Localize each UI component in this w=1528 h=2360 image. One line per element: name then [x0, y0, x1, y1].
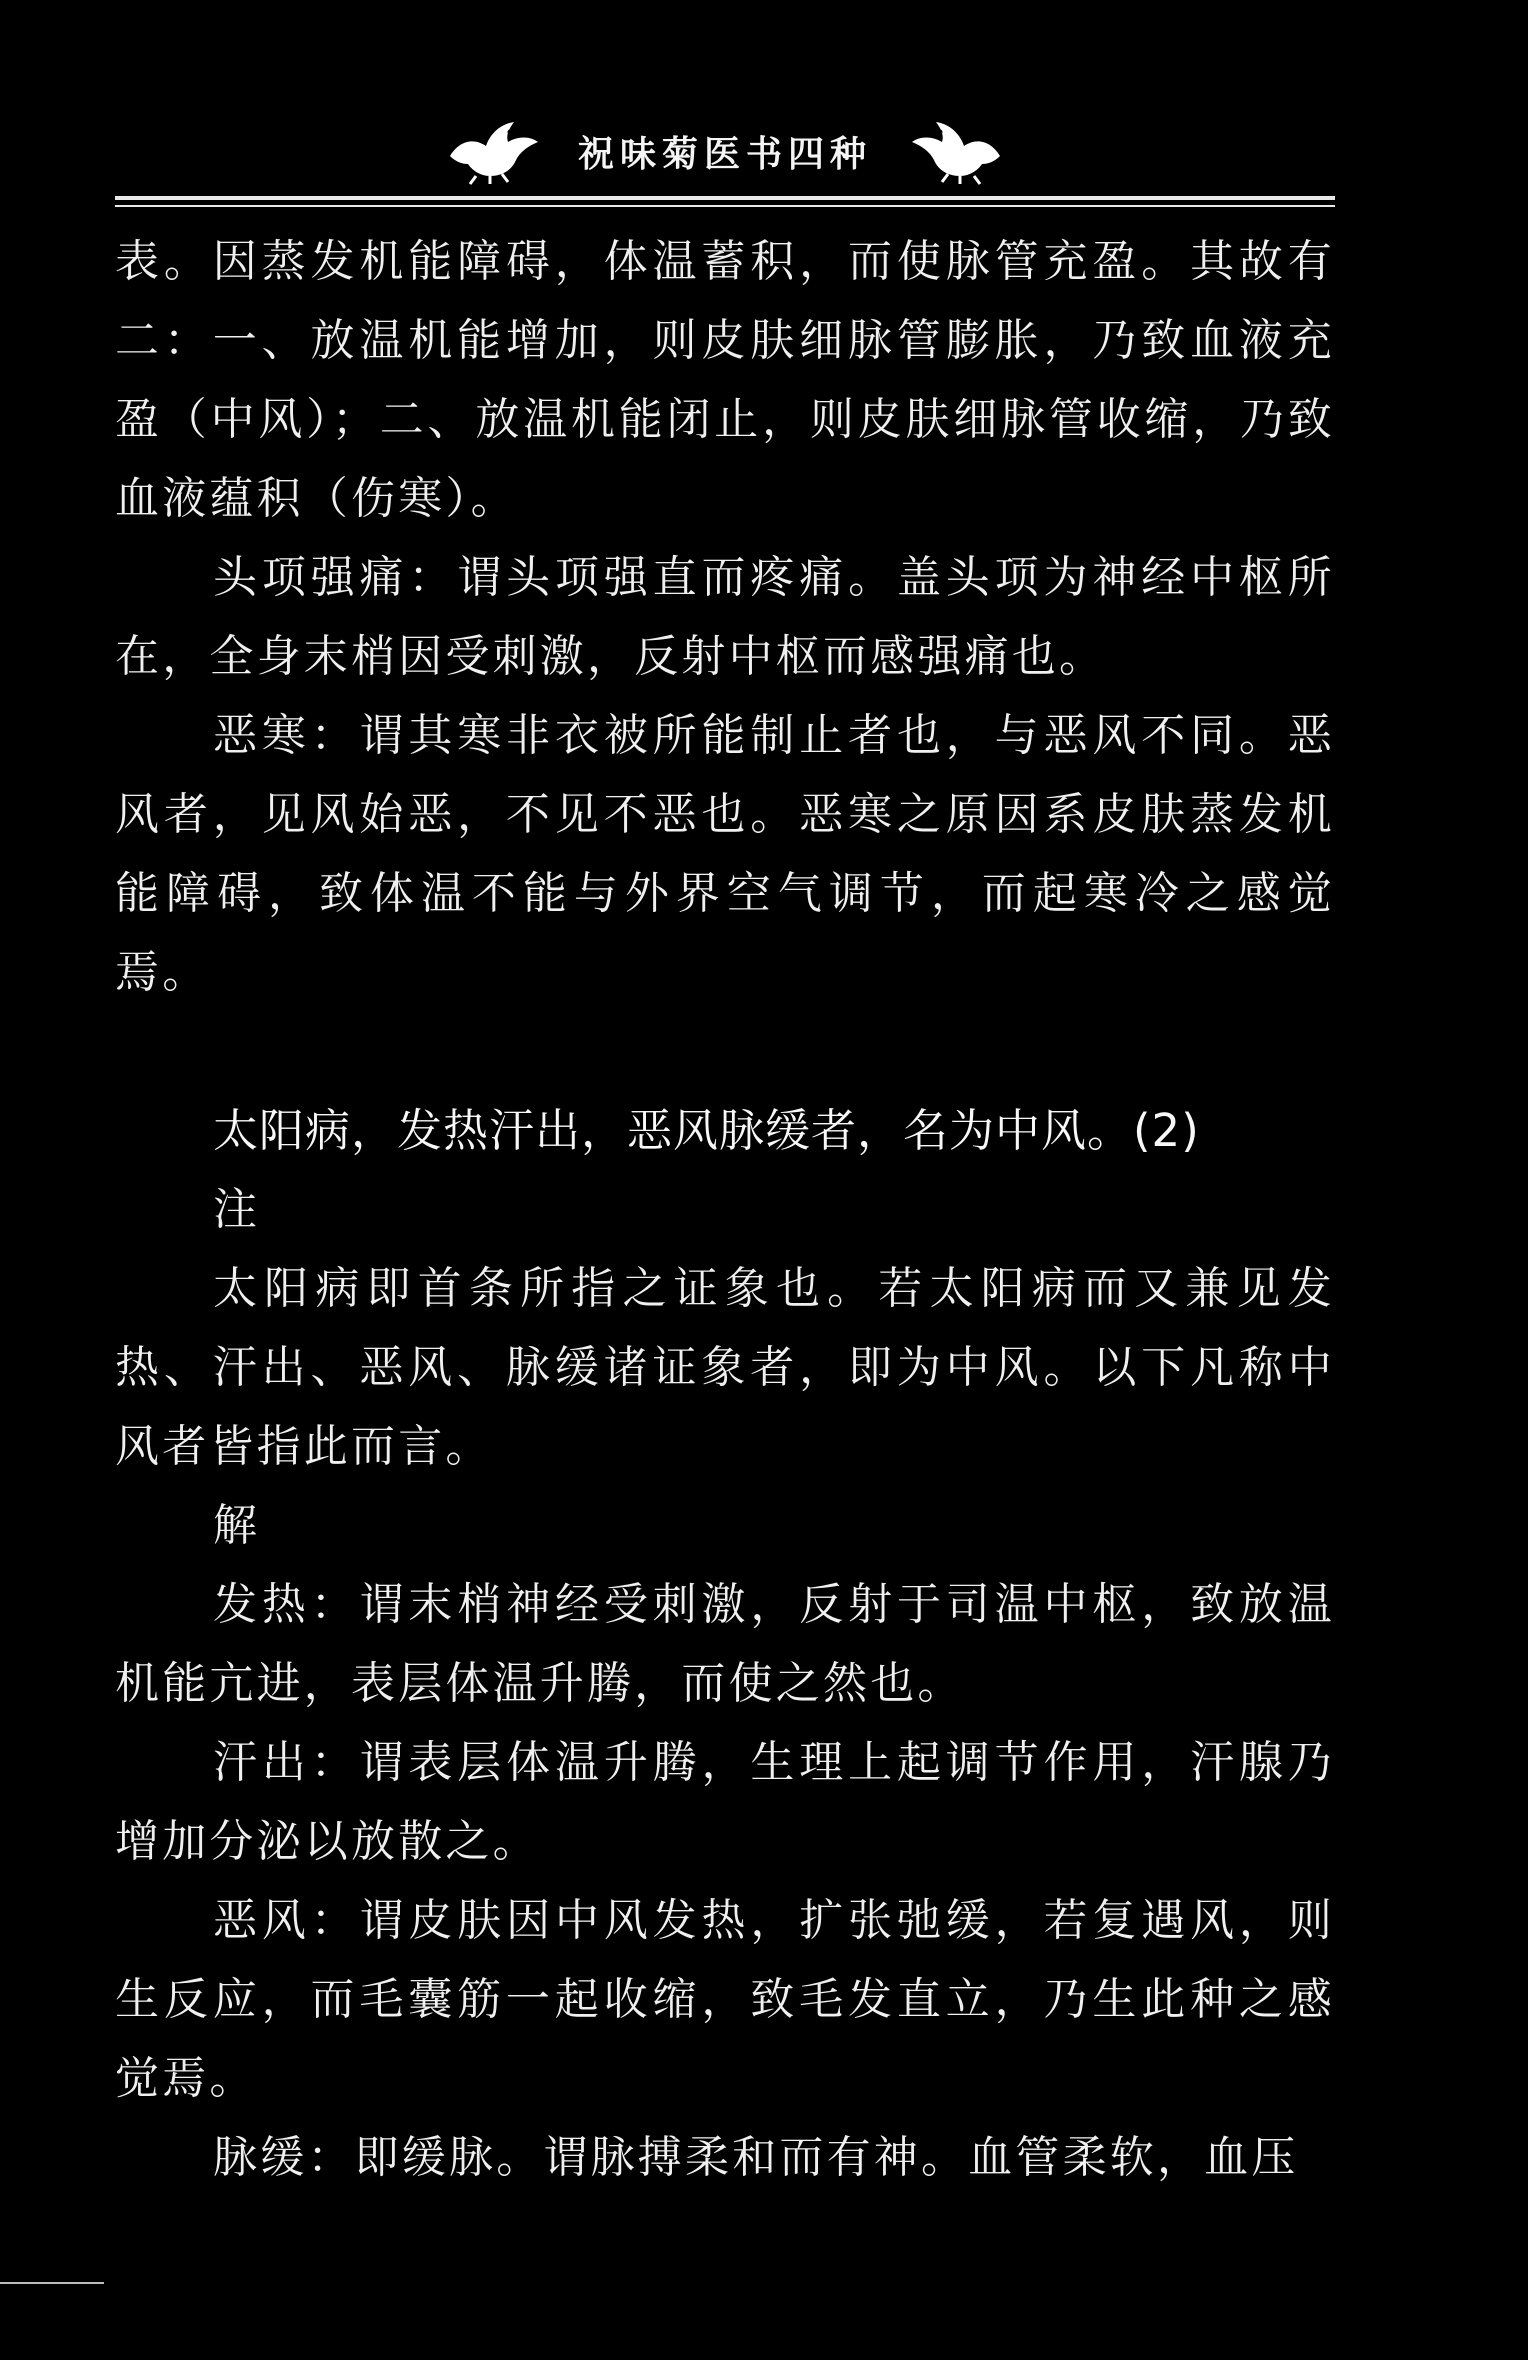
- footer-rule: [0, 2282, 104, 2284]
- header-title: 祝味菊医书四种: [577, 132, 872, 175]
- note-heading: 注: [213, 1184, 257, 1235]
- explain-heading: 解: [213, 1500, 257, 1551]
- bird-ornament-right-icon: [908, 116, 1004, 186]
- clause-text: 太阳病，发热汗出，恶风脉缓者，名为中风。(2): [213, 1104, 1200, 1157]
- header-rule-thin: [115, 205, 1335, 207]
- paragraph: 恶寒：谓其寒非衣被所能制止者也，与恶风不同。恶风者，见风始恶，不见不恶也。恶寒之原因系皮肤蒸发机能障碍，致体温不能与外界空气调节，而起寒冷之感觉焉。: [115, 710, 1335, 998]
- section-gap: [115, 1012, 1335, 1091]
- header-banner: [115, 108, 1335, 194]
- header-rule-thick: [115, 196, 1335, 200]
- paragraph: 表。因蒸发机能障碍，体温蓄积，而使脉管充盈。其故有二：一、放温机能增加，则皮肤细脉管膨胀，乃致血液充盈（中风）；二、放温机能闭止，则皮肤细脉管收缩，乃致血液蕴积（伤寒）。: [115, 236, 1335, 524]
- paragraph: 发热：谓末梢神经受刺激，反射于司温中枢，致放温机能亢进，表层体温升腾，而使之然也。: [115, 1579, 1335, 1709]
- paragraph: 头项强痛：谓头项强直而疼痛。盖头项为神经中枢所在，全身末梢因受刺激，反射中枢而感强痛也。: [115, 552, 1335, 682]
- page-body: [115, 222, 1335, 2197]
- paragraph: 恶风：谓皮肤因中风发热，扩张弛缓，若复遇风，则生反应，而毛囊筋一起收缩，致毛发直立，乃生此种之感觉焉。: [115, 1895, 1335, 2104]
- bird-ornament-left-icon: [446, 116, 542, 186]
- page-header: [115, 108, 1335, 204]
- paragraph: 太阳病即首条所指之证象也。若太阳病而又兼见发热、汗出、恶风、脉缓诸证象者，即为中风。以下凡称中风者皆指此而言。: [115, 1263, 1335, 1472]
- paragraph: 脉缓：即缓脉。谓脉搏柔和而有神。血管柔软，血压: [213, 2132, 1299, 2183]
- paragraph: 汗出：谓表层体温升腾，生理上起调节作用，汗腺乃增加分泌以放散之。: [115, 1737, 1335, 1867]
